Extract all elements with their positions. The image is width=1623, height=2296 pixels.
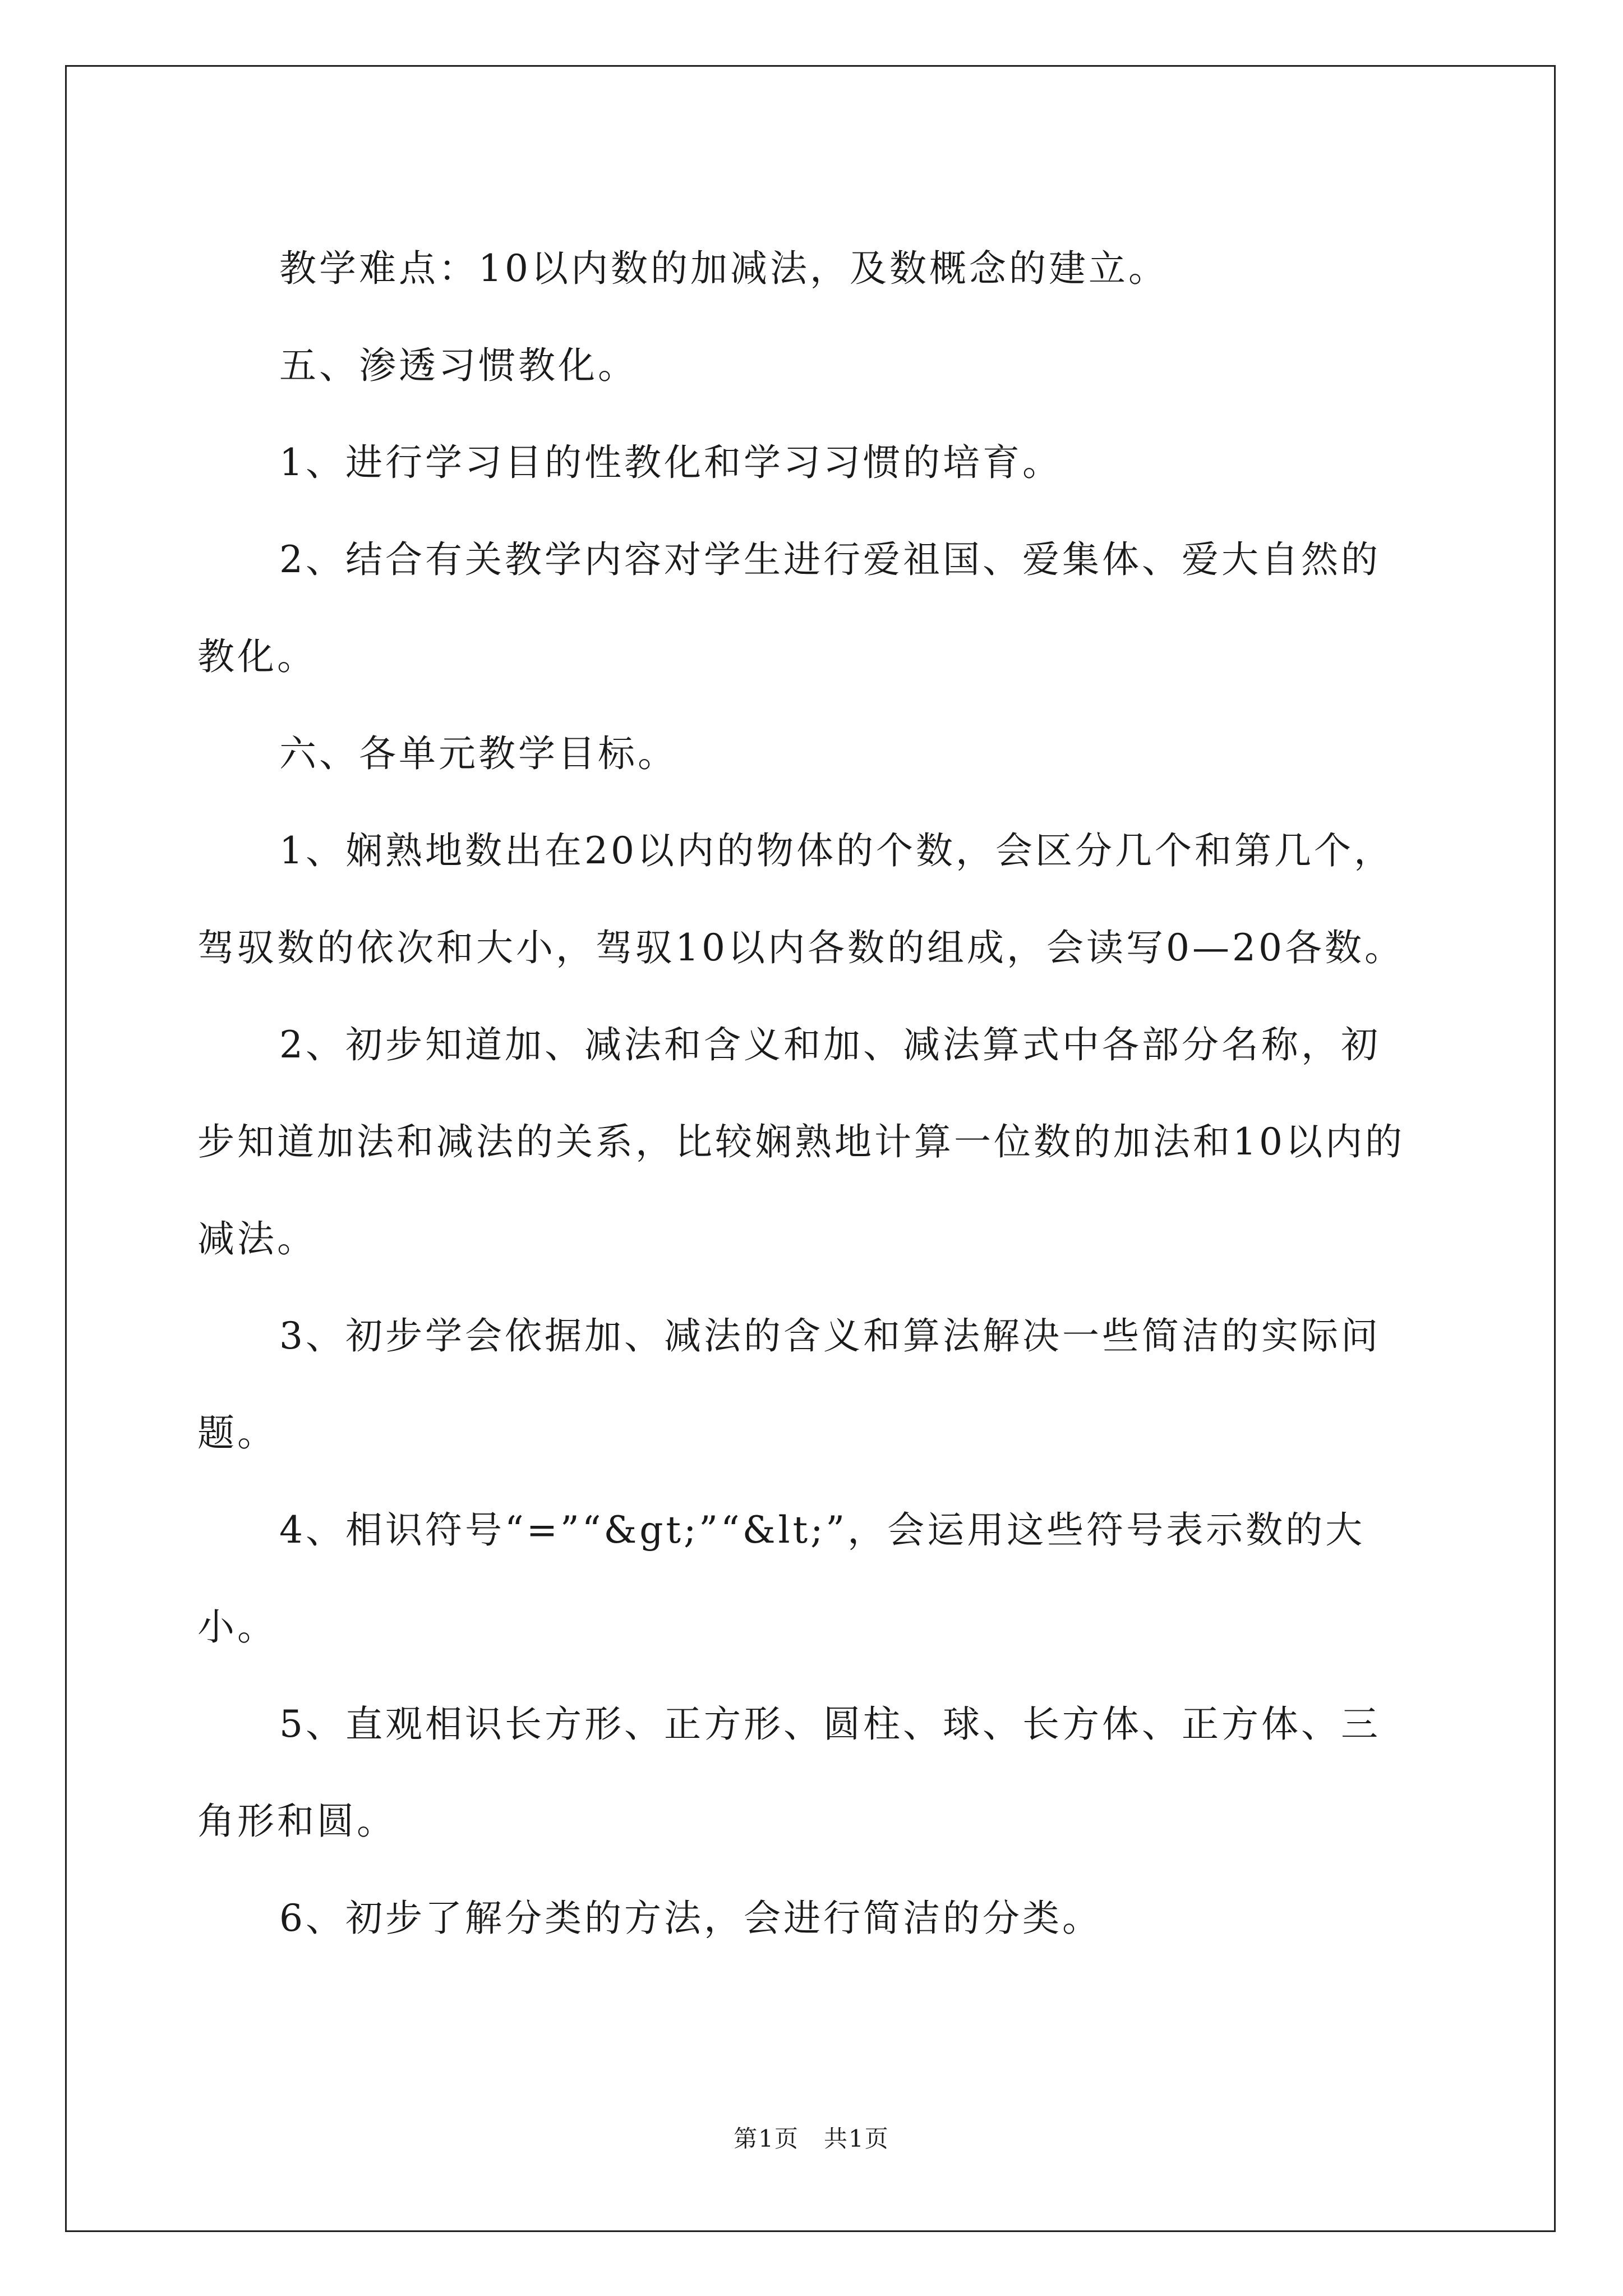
page-number-footer: 第1页 共1页 bbox=[734, 2125, 889, 2152]
paragraph-goal-3: 3、初步学会依据加、减法的含义和算法解决一些简洁的实际问题。 bbox=[197, 1314, 1381, 1455]
paragraph-goal-4: 4、相识符号“=”“&gt;”“&lt;”，会运用这些符号表示数的大小。 bbox=[197, 1508, 1366, 1649]
heading-section-five: 五、渗透习惯教化。 bbox=[279, 344, 638, 387]
document-body bbox=[197, 220, 1420, 1967]
paragraph-item-2: 2、结合有关教学内容对学生进行爱祖国、爱集体、爱大自然的教化。 bbox=[197, 538, 1381, 678]
paragraph-goal-2: 2、初步知道加、减法和含义和加、减法算式中各部分名称，初步知道加法和减法的关系，比较娴熟地计算一位数的加法和10以内的减法。 bbox=[197, 1023, 1405, 1260]
heading-section-six: 六、各单元教学目标。 bbox=[279, 732, 677, 775]
paragraph-goal-1: 1、娴熟地数出在20以内的物体的个数，会区分几个和第几个，驾驭数的依次和大小，驾驭10以内各数的组成，会读写0—20各数。 bbox=[197, 829, 1404, 969]
paragraph-goal-5: 5、直观相识长方形、正方形、圆柱、球、长方体、正方体、三角形和圆。 bbox=[197, 1703, 1381, 1843]
paragraph-goal-6: 6、初步了解分类的方法，会进行简洁的分类。 bbox=[279, 1897, 1102, 1940]
paragraph-teaching-difficulty: 教学难点：10以内数的加减法，及数概念的建立。 bbox=[279, 247, 1168, 290]
paragraph-item-1: 1、进行学习目的性教化和学习习惯的培育。 bbox=[279, 441, 1062, 484]
